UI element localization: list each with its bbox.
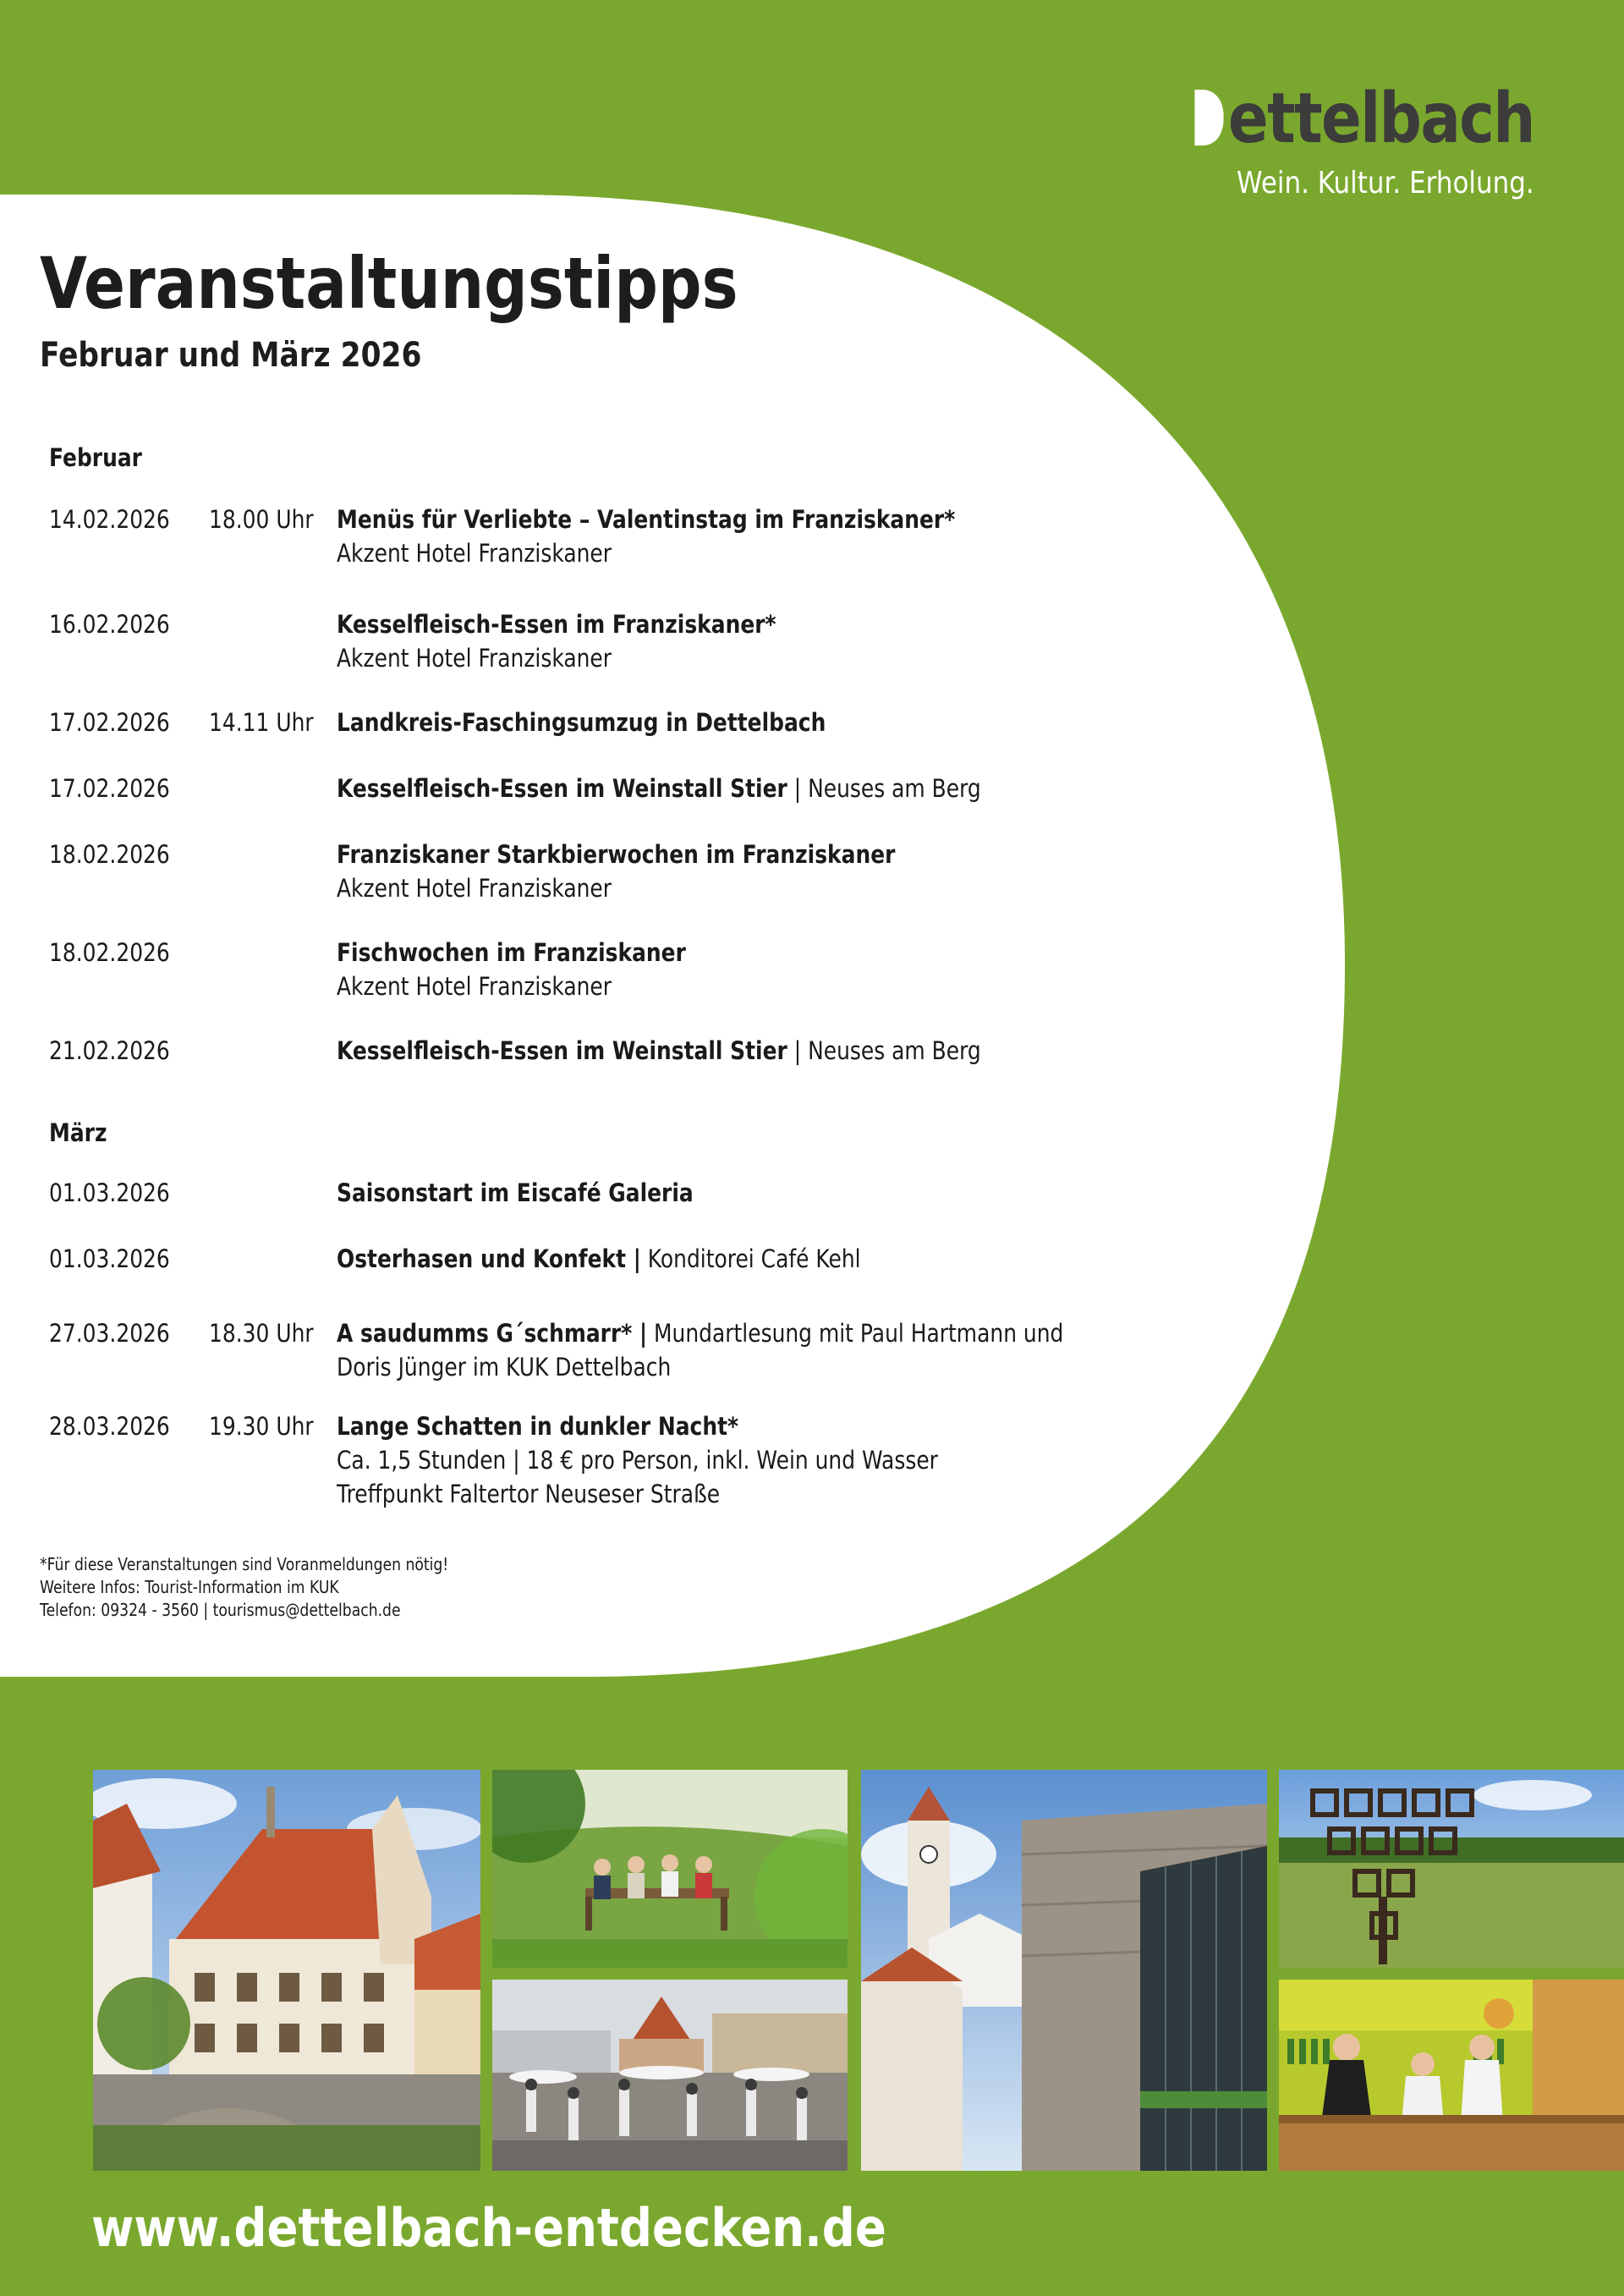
logo-wordmark xyxy=(1195,79,1534,159)
event-location: Akzent Hotel Franziskaner xyxy=(337,539,612,568)
photo-town-hall xyxy=(93,1770,480,2171)
footnote-info: Weitere Infos: Tourist-Information im KUK xyxy=(40,1577,339,1597)
logo-d-icon xyxy=(1195,90,1224,146)
event-detail: Konditorei Café Kehl xyxy=(647,1244,861,1273)
event-title: Franziskaner Starkbierwochen im Franziskaner xyxy=(337,840,896,869)
event-body xyxy=(337,936,686,1003)
event-title: Menüs für Verliebte – Valentinstag im Franziskaner* xyxy=(337,505,956,534)
footnote-registration: *Für diese Veranstaltungen sind Voranmeldungen nötig! xyxy=(40,1554,449,1574)
event-title: A saudumms G´schmarr* | xyxy=(337,1319,648,1348)
event-title: Kesselfleisch-Essen im Weinstall Stier xyxy=(337,1036,787,1065)
event-location: Akzent Hotel Franziskaner xyxy=(337,972,612,1001)
event-detail: Neuses am Berg xyxy=(808,774,981,803)
event-body xyxy=(337,706,826,739)
event-date: 17.02.2026 xyxy=(49,774,170,803)
website-link[interactable]: www.dettelbach-entdecken.de xyxy=(91,2197,886,2259)
event-date: 16.02.2026 xyxy=(49,610,170,639)
page-subtitle: Februar und März 2026 xyxy=(40,336,422,375)
event-location: Akzent Hotel Franziskaner xyxy=(337,874,612,903)
photo-vineyard-picnic xyxy=(492,1770,848,1968)
event-body xyxy=(337,1316,1063,1384)
event-body xyxy=(337,1242,861,1276)
event-detail-line: Ca. 1,5 Stunden | 18 € pro Person, inkl. Wein und Wasser xyxy=(337,1446,938,1475)
event-title: Fischwochen im Franziskaner xyxy=(337,938,686,967)
event-time: 18.30 Uhr xyxy=(209,1319,314,1348)
event-title: Lange Schatten in dunkler Nacht* xyxy=(337,1412,739,1441)
photo-church-and-kuk xyxy=(861,1770,1267,2171)
event-time: 14.11 Uhr xyxy=(209,708,314,737)
event-date: 01.03.2026 xyxy=(49,1178,170,1207)
month-heading-maerz: März xyxy=(49,1118,107,1147)
dettelbach-logo xyxy=(1139,79,1534,200)
event-location: Akzent Hotel Franziskaner xyxy=(337,644,612,673)
event-date: 17.02.2026 xyxy=(49,708,170,737)
logo-name: ettelbach xyxy=(1228,79,1534,159)
event-meeting-point: Treffpunkt Faltertor Neuseser Straße xyxy=(337,1480,721,1508)
event-title: Landkreis-Faschingsumzug in Dettelbach xyxy=(337,708,826,737)
event-date: 14.02.2026 xyxy=(49,505,170,534)
photo-park-sculpture xyxy=(1279,1770,1624,1968)
event-date: 01.03.2026 xyxy=(49,1244,170,1273)
event-detail: Neuses am Berg xyxy=(808,1036,981,1065)
event-date: 27.03.2026 xyxy=(49,1319,170,1348)
event-date: 21.02.2026 xyxy=(49,1036,170,1065)
event-separator: | xyxy=(787,774,809,803)
event-title: Saisonstart im Eiscafé Galeria xyxy=(337,1178,694,1207)
event-body xyxy=(337,607,776,675)
event-title: Osterhasen und Konfekt | xyxy=(337,1244,641,1273)
event-date: 18.02.2026 xyxy=(49,840,170,869)
event-separator: | xyxy=(787,1036,809,1065)
month-heading-februar: Februar xyxy=(49,443,142,472)
footnote-contact: Telefon: 09324 - 3560 | tourismus@dettelbach.de xyxy=(40,1600,401,1620)
event-separator xyxy=(641,1244,648,1273)
event-detail-line: Doris Jünger im KUK Dettelbach xyxy=(337,1353,672,1381)
event-title: Kesselfleisch-Essen im Franziskaner* xyxy=(337,610,776,639)
event-date: 18.02.2026 xyxy=(49,938,170,967)
photo-wine-festival xyxy=(492,1980,848,2171)
event-separator xyxy=(647,1319,654,1348)
photo-wine-tasting xyxy=(1279,1980,1624,2171)
event-body xyxy=(337,1176,694,1210)
event-title: Kesselfleisch-Essen im Weinstall Stier xyxy=(337,774,787,803)
page-title: Veranstaltungstipps xyxy=(40,242,738,325)
event-body xyxy=(337,772,981,805)
event-body xyxy=(337,1034,981,1068)
event-date: 28.03.2026 xyxy=(49,1412,170,1441)
footnote xyxy=(40,1553,448,1622)
logo-tagline: Wein. Kultur. Erholung. xyxy=(1237,166,1534,200)
event-body xyxy=(337,838,895,905)
event-detail: Mundartlesung mit Paul Hartmann und xyxy=(654,1319,1064,1348)
event-time: 19.30 Uhr xyxy=(209,1412,314,1441)
event-body xyxy=(337,1409,938,1511)
event-body xyxy=(337,503,955,570)
event-time: 18.00 Uhr xyxy=(209,505,314,534)
